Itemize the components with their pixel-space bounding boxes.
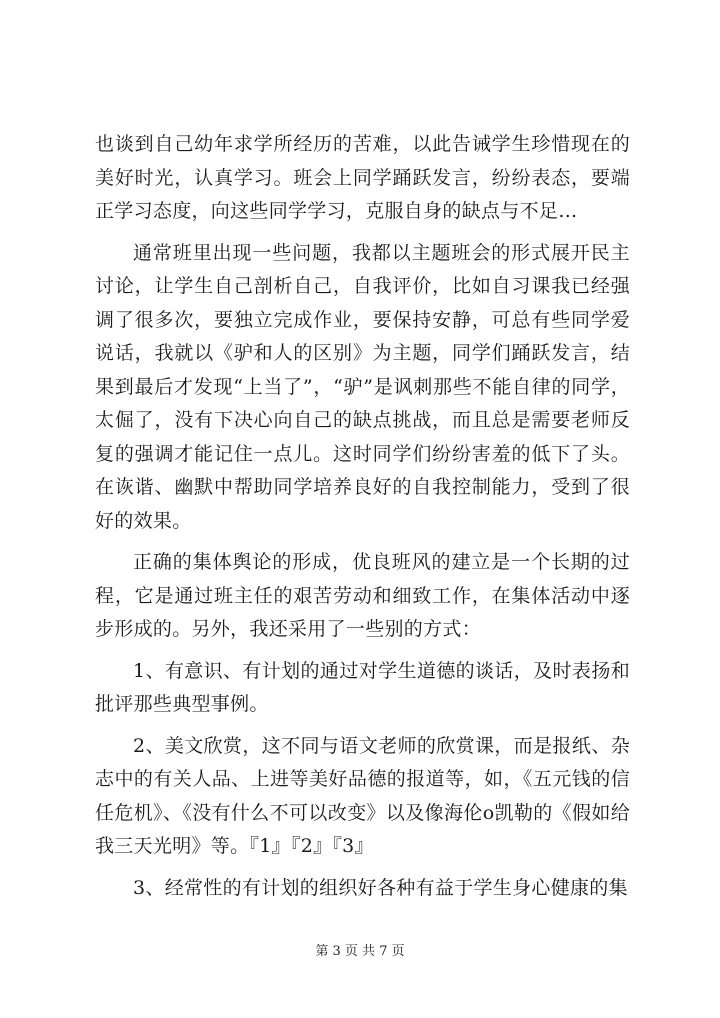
document-body (95, 128, 630, 905)
paragraph-2: 通常班里出现一些问题，我都以主题班会的形式展开民主讨论，让学生自己剖析自己，自我评价，比如自习课我已经强调了很多次，要独立完成作业，要保持安静，可总有些同学爱说话，我就以《驴和人的区别》为主题，同学们踊跃发言，结果到最后才发现“上当了”，“驴”是讽刺那些不能自律的同学，太倔了，没有下决心向自己的缺点挑战，而且总是需要老师反复的强调才能记住一点儿。这时同学们纷纷害羞的低下了头。在诙谐、幽默中帮助同学培养良好的自我控制能力，受到了很好的效果。 (95, 241, 630, 532)
paragraph-4: 1、有意识、有计划的通过对学生道德的谈话，及时表扬和批评那些典型事例。 (95, 659, 630, 715)
paragraph-5: 2、美文欣赏，这不同与语文老师的欣赏课，而是报纸、杂志中的有关人品、上进等美好品德的报道等，如，《五元钱的信任危机》、《没有什么不可以改变》以及像海伦o凯勒的《假如给我三天光明》等。『1』『2』『3』 (95, 734, 630, 857)
paragraph-1: 也谈到自己幼年求学所经历的苦难，以此告诫学生珍惜现在的美好时光，认真学习。班会上同学踊跃发言，纷纷表态，要端正学习态度，向这些同学学习，克服自身的缺点与不足… (95, 133, 630, 222)
paragraph-3: 正确的集体舆论的形成，优良班风的建立是一个长期的过程，它是通过班主任的艰苦劳动和细致工作，在集体活动中逐步形成的。另外，我还采用了一些别的方式： (95, 551, 630, 640)
paragraph-6: 3、经常性的有计划的组织好各种有益于学生身心健康的集 (133, 876, 628, 899)
page-number-footer: 第 3 页 共 7 页 (315, 944, 405, 959)
